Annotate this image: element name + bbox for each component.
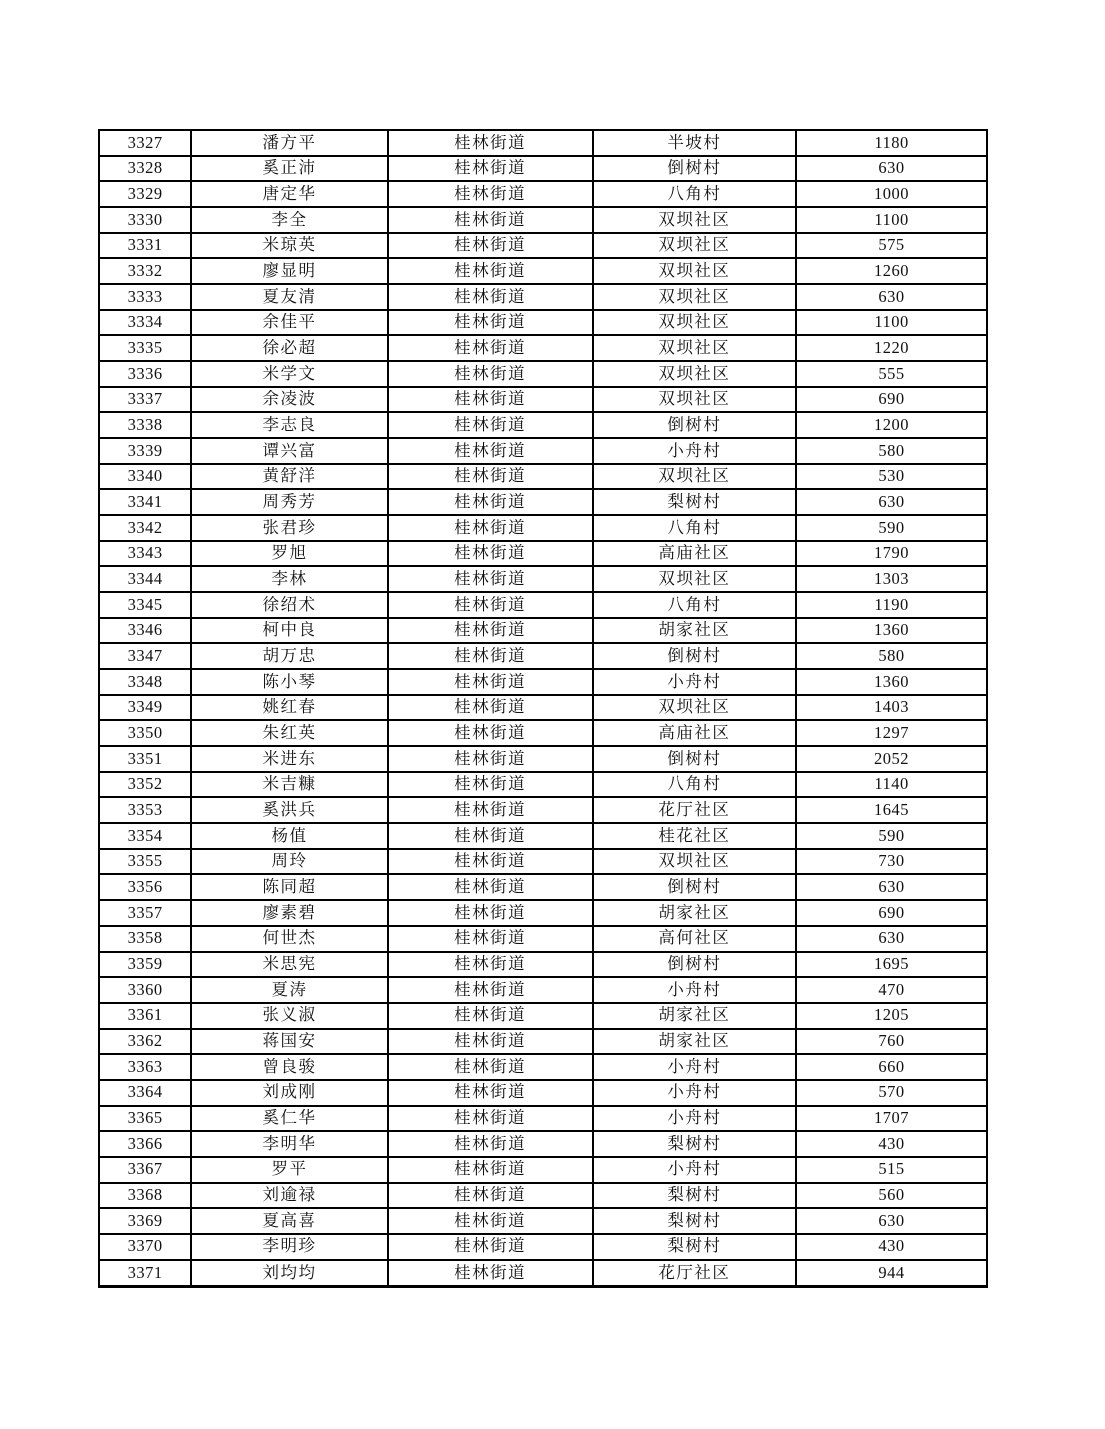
table-row <box>99 1183 987 1209</box>
cell-street: 桂林街道 <box>388 515 593 541</box>
table-row <box>99 746 987 772</box>
cell-village: 高庙社区 <box>593 541 796 567</box>
cell-village: 倒树村 <box>593 156 796 182</box>
cell-street: 桂林街道 <box>388 438 593 464</box>
table-row <box>99 310 987 336</box>
cell-village: 倒树村 <box>593 746 796 772</box>
cell-amount: 1260 <box>796 258 987 284</box>
cell-amount: 2052 <box>796 746 987 772</box>
cell-amount: 1297 <box>796 720 987 746</box>
table-row <box>99 797 987 823</box>
table-row <box>99 1080 987 1106</box>
cell-serial: 3361 <box>99 1003 191 1029</box>
cell-serial: 3352 <box>99 772 191 798</box>
table-row <box>99 258 987 284</box>
table-row <box>99 1260 987 1287</box>
table-row <box>99 643 987 669</box>
cell-amount: 630 <box>796 874 987 900</box>
cell-amount: 1190 <box>796 592 987 618</box>
cell-serial: 3350 <box>99 720 191 746</box>
cell-street: 桂林街道 <box>388 387 593 413</box>
cell-street: 桂林街道 <box>388 207 593 233</box>
cell-name: 张义淑 <box>191 1003 387 1029</box>
cell-serial: 3351 <box>99 746 191 772</box>
cell-amount: 580 <box>796 438 987 464</box>
table-row <box>99 592 987 618</box>
cell-serial: 3339 <box>99 438 191 464</box>
cell-amount: 590 <box>796 515 987 541</box>
cell-serial: 3342 <box>99 515 191 541</box>
cell-amount: 580 <box>796 643 987 669</box>
table-row <box>99 1106 987 1132</box>
cell-street: 桂林街道 <box>388 823 593 849</box>
table-row <box>99 952 987 978</box>
cell-serial: 3333 <box>99 284 191 310</box>
cell-village: 双坝社区 <box>593 387 796 413</box>
cell-amount: 1220 <box>796 335 987 361</box>
cell-street: 桂林街道 <box>388 772 593 798</box>
cell-serial: 3354 <box>99 823 191 849</box>
cell-amount: 1100 <box>796 207 987 233</box>
cell-serial: 3368 <box>99 1183 191 1209</box>
cell-amount: 630 <box>796 1208 987 1234</box>
cell-amount: 560 <box>796 1183 987 1209</box>
cell-serial: 3370 <box>99 1234 191 1260</box>
cell-street: 桂林街道 <box>388 746 593 772</box>
cell-name: 刘均均 <box>191 1260 387 1287</box>
cell-serial: 3359 <box>99 952 191 978</box>
cell-name: 奚正沛 <box>191 156 387 182</box>
table-row <box>99 1234 987 1260</box>
table-row <box>99 1208 987 1234</box>
cell-name: 李全 <box>191 207 387 233</box>
cell-name: 徐绍术 <box>191 592 387 618</box>
cell-name: 胡万忠 <box>191 643 387 669</box>
cell-serial: 3358 <box>99 926 191 952</box>
cell-name: 李林 <box>191 566 387 592</box>
cell-serial: 3348 <box>99 669 191 695</box>
cell-street: 桂林街道 <box>388 489 593 515</box>
cell-village: 小舟村 <box>593 438 796 464</box>
cell-name: 谭兴富 <box>191 438 387 464</box>
cell-serial: 3329 <box>99 181 191 207</box>
cell-amount: 1403 <box>796 695 987 721</box>
cell-village: 小舟村 <box>593 1080 796 1106</box>
cell-street: 桂林街道 <box>388 1054 593 1080</box>
table-row <box>99 1003 987 1029</box>
cell-name: 蒋国安 <box>191 1029 387 1055</box>
cell-street: 桂林街道 <box>388 1157 593 1183</box>
cell-name: 廖显明 <box>191 258 387 284</box>
cell-street: 桂林街道 <box>388 1106 593 1132</box>
cell-name: 余凌波 <box>191 387 387 413</box>
cell-name: 徐必超 <box>191 335 387 361</box>
cell-village: 高庙社区 <box>593 720 796 746</box>
table-row <box>99 284 987 310</box>
cell-amount: 1360 <box>796 669 987 695</box>
cell-name: 周秀芳 <box>191 489 387 515</box>
table-row <box>99 566 987 592</box>
cell-village: 花厅社区 <box>593 797 796 823</box>
cell-amount: 630 <box>796 284 987 310</box>
cell-name: 余佳平 <box>191 310 387 336</box>
cell-village: 小舟村 <box>593 977 796 1003</box>
cell-serial: 3336 <box>99 361 191 387</box>
cell-street: 桂林街道 <box>388 412 593 438</box>
cell-amount: 1303 <box>796 566 987 592</box>
cell-street: 桂林街道 <box>388 130 593 156</box>
cell-name: 杨值 <box>191 823 387 849</box>
cell-serial: 3340 <box>99 464 191 490</box>
cell-name: 米进东 <box>191 746 387 772</box>
cell-street: 桂林街道 <box>388 1183 593 1209</box>
cell-amount: 1360 <box>796 618 987 644</box>
cell-amount: 760 <box>796 1029 987 1055</box>
cell-name: 陈小琴 <box>191 669 387 695</box>
table-row <box>99 438 987 464</box>
cell-name: 朱红英 <box>191 720 387 746</box>
cell-name: 黄舒洋 <box>191 464 387 490</box>
table-row <box>99 412 987 438</box>
cell-village: 双坝社区 <box>593 361 796 387</box>
cell-amount: 570 <box>796 1080 987 1106</box>
cell-name: 刘逾禄 <box>191 1183 387 1209</box>
cell-serial: 3330 <box>99 207 191 233</box>
cell-amount: 1140 <box>796 772 987 798</box>
table-row <box>99 515 987 541</box>
cell-village: 倒树村 <box>593 412 796 438</box>
cell-village: 小舟村 <box>593 1054 796 1080</box>
table-row <box>99 387 987 413</box>
cell-name: 陈同超 <box>191 874 387 900</box>
cell-name: 奚仁华 <box>191 1106 387 1132</box>
cell-serial: 3331 <box>99 233 191 259</box>
cell-serial: 3366 <box>99 1131 191 1157</box>
cell-village: 八角村 <box>593 592 796 618</box>
cell-amount: 575 <box>796 233 987 259</box>
cell-amount: 515 <box>796 1157 987 1183</box>
cell-village: 倒树村 <box>593 643 796 669</box>
cell-street: 桂林街道 <box>388 874 593 900</box>
cell-serial: 3349 <box>99 695 191 721</box>
cell-street: 桂林街道 <box>388 464 593 490</box>
cell-name: 曾良骏 <box>191 1054 387 1080</box>
cell-village: 梨树村 <box>593 1234 796 1260</box>
cell-name: 周玲 <box>191 849 387 875</box>
table-row <box>99 695 987 721</box>
cell-amount: 690 <box>796 900 987 926</box>
cell-amount: 470 <box>796 977 987 1003</box>
cell-street: 桂林街道 <box>388 643 593 669</box>
table-row <box>99 849 987 875</box>
cell-amount: 1000 <box>796 181 987 207</box>
table-row <box>99 464 987 490</box>
payment-roster-table <box>98 129 988 1288</box>
cell-serial: 3371 <box>99 1260 191 1287</box>
cell-street: 桂林街道 <box>388 258 593 284</box>
cell-serial: 3363 <box>99 1054 191 1080</box>
cell-street: 桂林街道 <box>388 952 593 978</box>
cell-street: 桂林街道 <box>388 1208 593 1234</box>
table-row <box>99 669 987 695</box>
cell-amount: 1205 <box>796 1003 987 1029</box>
cell-name: 廖素碧 <box>191 900 387 926</box>
table-row <box>99 130 987 156</box>
cell-serial: 3343 <box>99 541 191 567</box>
cell-amount: 630 <box>796 489 987 515</box>
table-row <box>99 772 987 798</box>
table-row <box>99 1157 987 1183</box>
cell-street: 桂林街道 <box>388 1003 593 1029</box>
cell-amount: 1707 <box>796 1106 987 1132</box>
cell-name: 米琼英 <box>191 233 387 259</box>
cell-name: 夏友清 <box>191 284 387 310</box>
cell-village: 梨树村 <box>593 1183 796 1209</box>
cell-serial: 3360 <box>99 977 191 1003</box>
cell-amount: 1790 <box>796 541 987 567</box>
cell-village: 高何社区 <box>593 926 796 952</box>
cell-name: 何世杰 <box>191 926 387 952</box>
cell-serial: 3345 <box>99 592 191 618</box>
cell-serial: 3356 <box>99 874 191 900</box>
cell-street: 桂林街道 <box>388 695 593 721</box>
cell-village: 梨树村 <box>593 489 796 515</box>
cell-amount: 660 <box>796 1054 987 1080</box>
cell-village: 倒树村 <box>593 952 796 978</box>
cell-village: 双坝社区 <box>593 207 796 233</box>
cell-name: 唐定华 <box>191 181 387 207</box>
cell-serial: 3337 <box>99 387 191 413</box>
cell-amount: 1100 <box>796 310 987 336</box>
cell-village: 小舟村 <box>593 1106 796 1132</box>
cell-village: 双坝社区 <box>593 258 796 284</box>
cell-name: 李明华 <box>191 1131 387 1157</box>
cell-serial: 3357 <box>99 900 191 926</box>
table-row <box>99 233 987 259</box>
cell-serial: 3346 <box>99 618 191 644</box>
cell-name: 夏高喜 <box>191 1208 387 1234</box>
cell-name: 奚洪兵 <box>191 797 387 823</box>
cell-amount: 555 <box>796 361 987 387</box>
table-row <box>99 181 987 207</box>
cell-street: 桂林街道 <box>388 361 593 387</box>
roster-table-body <box>99 130 987 1287</box>
cell-serial: 3355 <box>99 849 191 875</box>
cell-amount: 590 <box>796 823 987 849</box>
cell-serial: 3365 <box>99 1106 191 1132</box>
cell-village: 胡家社区 <box>593 900 796 926</box>
cell-village: 双坝社区 <box>593 284 796 310</box>
cell-name: 姚红春 <box>191 695 387 721</box>
cell-village: 半坡村 <box>593 130 796 156</box>
cell-street: 桂林街道 <box>388 156 593 182</box>
cell-name: 罗平 <box>191 1157 387 1183</box>
cell-village: 双坝社区 <box>593 695 796 721</box>
cell-amount: 1180 <box>796 130 987 156</box>
cell-serial: 3344 <box>99 566 191 592</box>
cell-village: 双坝社区 <box>593 849 796 875</box>
cell-street: 桂林街道 <box>388 335 593 361</box>
cell-village: 梨树村 <box>593 1208 796 1234</box>
cell-name: 米吉糠 <box>191 772 387 798</box>
cell-amount: 430 <box>796 1234 987 1260</box>
cell-name: 李志良 <box>191 412 387 438</box>
cell-serial: 3364 <box>99 1080 191 1106</box>
cell-street: 桂林街道 <box>388 592 593 618</box>
cell-amount: 630 <box>796 156 987 182</box>
table-row <box>99 156 987 182</box>
cell-village: 胡家社区 <box>593 618 796 644</box>
cell-street: 桂林街道 <box>388 797 593 823</box>
cell-amount: 530 <box>796 464 987 490</box>
cell-village: 倒树村 <box>593 874 796 900</box>
cell-name: 张君珍 <box>191 515 387 541</box>
cell-street: 桂林街道 <box>388 1080 593 1106</box>
cell-amount: 730 <box>796 849 987 875</box>
cell-street: 桂林街道 <box>388 1234 593 1260</box>
cell-village: 八角村 <box>593 772 796 798</box>
table-row <box>99 900 987 926</box>
cell-street: 桂林街道 <box>388 541 593 567</box>
cell-village: 双坝社区 <box>593 310 796 336</box>
cell-street: 桂林街道 <box>388 566 593 592</box>
cell-street: 桂林街道 <box>388 849 593 875</box>
cell-street: 桂林街道 <box>388 181 593 207</box>
cell-village: 梨树村 <box>593 1131 796 1157</box>
table-row <box>99 926 987 952</box>
table-row <box>99 1054 987 1080</box>
table-row <box>99 1131 987 1157</box>
cell-name: 李明珍 <box>191 1234 387 1260</box>
cell-amount: 944 <box>796 1260 987 1287</box>
table-row <box>99 335 987 361</box>
cell-street: 桂林街道 <box>388 977 593 1003</box>
cell-street: 桂林街道 <box>388 1131 593 1157</box>
table-row <box>99 874 987 900</box>
cell-village: 胡家社区 <box>593 1003 796 1029</box>
cell-serial: 3334 <box>99 310 191 336</box>
cell-serial: 3367 <box>99 1157 191 1183</box>
cell-serial: 3369 <box>99 1208 191 1234</box>
cell-village: 双坝社区 <box>593 335 796 361</box>
cell-street: 桂林街道 <box>388 618 593 644</box>
cell-village: 小舟村 <box>593 1157 796 1183</box>
cell-village: 花厅社区 <box>593 1260 796 1287</box>
table-row <box>99 720 987 746</box>
cell-amount: 630 <box>796 926 987 952</box>
cell-name: 潘方平 <box>191 130 387 156</box>
cell-street: 桂林街道 <box>388 720 593 746</box>
table-row <box>99 977 987 1003</box>
cell-street: 桂林街道 <box>388 310 593 336</box>
cell-village: 胡家社区 <box>593 1029 796 1055</box>
cell-street: 桂林街道 <box>388 1029 593 1055</box>
cell-serial: 3362 <box>99 1029 191 1055</box>
cell-name: 罗旭 <box>191 541 387 567</box>
cell-serial: 3338 <box>99 412 191 438</box>
cell-serial: 3332 <box>99 258 191 284</box>
cell-village: 小舟村 <box>593 669 796 695</box>
cell-amount: 1645 <box>796 797 987 823</box>
table-row <box>99 489 987 515</box>
cell-street: 桂林街道 <box>388 1260 593 1287</box>
cell-amount: 1200 <box>796 412 987 438</box>
table-row <box>99 823 987 849</box>
cell-street: 桂林街道 <box>388 284 593 310</box>
cell-name: 米思宪 <box>191 952 387 978</box>
cell-amount: 690 <box>796 387 987 413</box>
cell-name: 夏涛 <box>191 977 387 1003</box>
cell-street: 桂林街道 <box>388 926 593 952</box>
cell-serial: 3327 <box>99 130 191 156</box>
cell-name: 刘成刚 <box>191 1080 387 1106</box>
cell-amount: 1695 <box>796 952 987 978</box>
table-row <box>99 207 987 233</box>
cell-village: 八角村 <box>593 181 796 207</box>
table-row <box>99 541 987 567</box>
table-row <box>99 361 987 387</box>
cell-village: 双坝社区 <box>593 566 796 592</box>
cell-street: 桂林街道 <box>388 900 593 926</box>
table-row <box>99 618 987 644</box>
cell-serial: 3341 <box>99 489 191 515</box>
cell-street: 桂林街道 <box>388 669 593 695</box>
cell-village: 双坝社区 <box>593 464 796 490</box>
cell-serial: 3347 <box>99 643 191 669</box>
cell-village: 八角村 <box>593 515 796 541</box>
cell-serial: 3353 <box>99 797 191 823</box>
cell-serial: 3335 <box>99 335 191 361</box>
table-row <box>99 1029 987 1055</box>
cell-serial: 3328 <box>99 156 191 182</box>
cell-name: 柯中良 <box>191 618 387 644</box>
cell-village: 桂花社区 <box>593 823 796 849</box>
cell-amount: 430 <box>796 1131 987 1157</box>
cell-street: 桂林街道 <box>388 233 593 259</box>
cell-village: 双坝社区 <box>593 233 796 259</box>
cell-name: 米学文 <box>191 361 387 387</box>
